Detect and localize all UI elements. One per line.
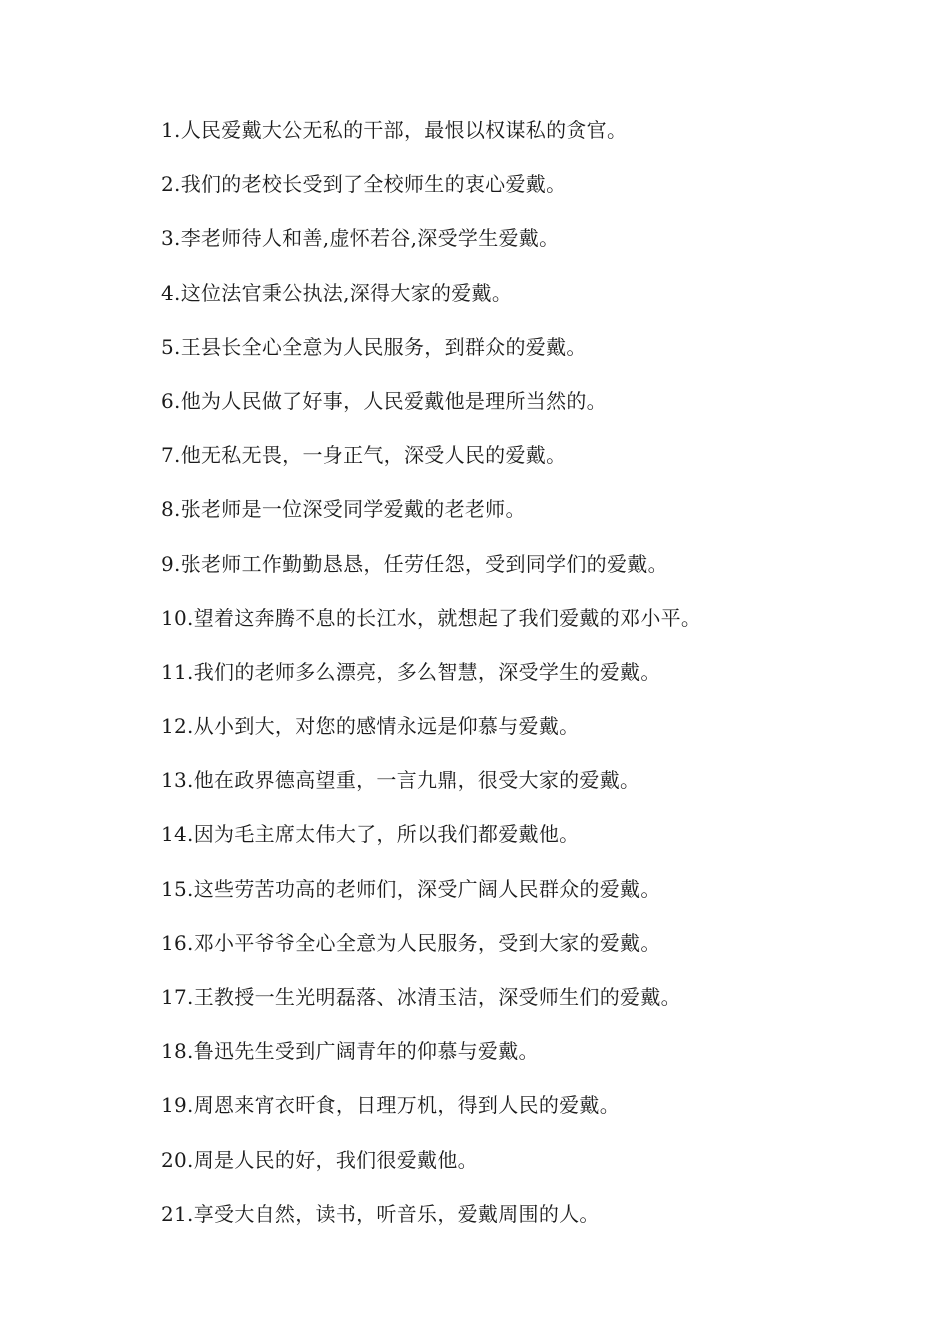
sentence-text: 王教授一生光明磊落、冰清玉洁，深受师生们的爱戴。	[193, 985, 681, 1009]
sentence-number: 15.	[161, 876, 194, 901]
sentence-text: 这位法官秉公执法,深得大家的爱戴。	[180, 280, 513, 305]
sentence-item	[161, 816, 921, 870]
sentence-item	[161, 1142, 921, 1196]
sentence-text: 鲁迅先生受到广阔青年的仰慕与爱戴。	[193, 1039, 539, 1064]
sentence-text: 王县长全心全意为人民服务，到群众的爱戴。	[180, 334, 587, 359]
sentence-number: 12.	[161, 714, 194, 739]
sentence-text: 张老师工作勤勤恳恳，任劳任怨，受到同学们的爱戴。	[180, 551, 668, 576]
sentence-text: 我们的老校长受到了全校师生的衷心爱戴。	[180, 172, 567, 197]
sentence-item	[161, 329, 921, 383]
sentence-item	[161, 1033, 921, 1087]
sentence-item	[161, 166, 921, 220]
sentence-item	[161, 654, 921, 708]
sentence-text: 他在政界德高望重，一言九鼎，很受大家的爱戴。	[193, 768, 641, 793]
sentence-text: 我们的老师多么漂亮，多么智慧，深受学生的爱戴。	[193, 659, 661, 684]
sentence-text: 他为人民做了好事，人民爱戴他是理所当然的。	[180, 388, 607, 413]
sentence-number: 13.	[161, 768, 194, 793]
sentence-number: 16.	[161, 930, 194, 955]
sentence-number: 2.	[161, 172, 181, 197]
sentence-number: 19.	[161, 1093, 194, 1118]
sentence-item	[161, 383, 921, 437]
sentence-number: 8.	[161, 497, 181, 522]
sentence-number: 9.	[161, 551, 181, 576]
sentence-text: 周是人民的好，我们很爱戴他。	[193, 1147, 478, 1172]
sentence-text: 因为毛主席太伟大了，所以我们都爱戴他。	[193, 822, 580, 847]
sentence-item	[161, 979, 921, 1033]
sentence-number: 6.	[161, 388, 181, 413]
sentence-text: 望着这奔腾不息的长江水，就想起了我们爱戴的邓小平。	[193, 605, 702, 630]
sentence-item	[161, 112, 921, 166]
sentence-item	[161, 762, 921, 816]
sentence-text: 李老师待人和善,虚怀若谷,深受学生爱戴。	[180, 226, 560, 251]
sentence-number: 21.	[161, 1201, 194, 1226]
sentence-text: 张老师是一位深受同学爱戴的老老师。	[180, 497, 526, 522]
sentence-item	[161, 871, 921, 925]
sentence-number: 11.	[161, 659, 194, 684]
sentence-item	[161, 1087, 921, 1141]
sentence-item	[161, 708, 921, 762]
sentence-text: 这些劳苦功高的老师们，深受广阔人民群众的爱戴。	[193, 876, 661, 901]
sentence-item	[161, 600, 921, 654]
sentence-number: 14.	[161, 822, 194, 847]
sentence-list	[161, 112, 921, 1250]
sentence-text: 享受大自然，读书，听音乐，爱戴周围的人。	[193, 1201, 600, 1226]
sentence-number: 17.	[161, 985, 194, 1009]
sentence-number: 7.	[161, 443, 181, 468]
sentence-number: 20.	[161, 1147, 194, 1172]
sentence-number: 10.	[161, 605, 194, 630]
sentence-number: 5.	[161, 334, 181, 359]
sentence-item	[161, 437, 921, 491]
sentence-text: 周恩来宵衣旰食，日理万机，得到人民的爱戴。	[193, 1093, 621, 1118]
sentence-text: 他无私无畏，一身正气，深受人民的爱戴。	[180, 443, 567, 468]
sentence-item	[161, 491, 921, 545]
sentence-number: 4.	[161, 280, 181, 305]
sentence-item	[161, 275, 921, 329]
sentence-item	[161, 1196, 921, 1250]
sentence-item	[161, 546, 921, 600]
sentence-number: 1.	[161, 118, 181, 142]
sentence-text: 人民爱戴大公无私的干部，最恨以权谋私的贪官。	[180, 118, 628, 142]
sentence-text: 邓小平爷爷全心全意为人民服务，受到大家的爱戴。	[193, 930, 661, 955]
sentence-item	[161, 220, 921, 274]
sentence-item	[161, 925, 921, 979]
sentence-number: 3.	[161, 226, 181, 251]
sentence-number: 18.	[161, 1039, 194, 1064]
sentence-text: 从小到大，对您的感情永远是仰慕与爱戴。	[193, 714, 580, 739]
